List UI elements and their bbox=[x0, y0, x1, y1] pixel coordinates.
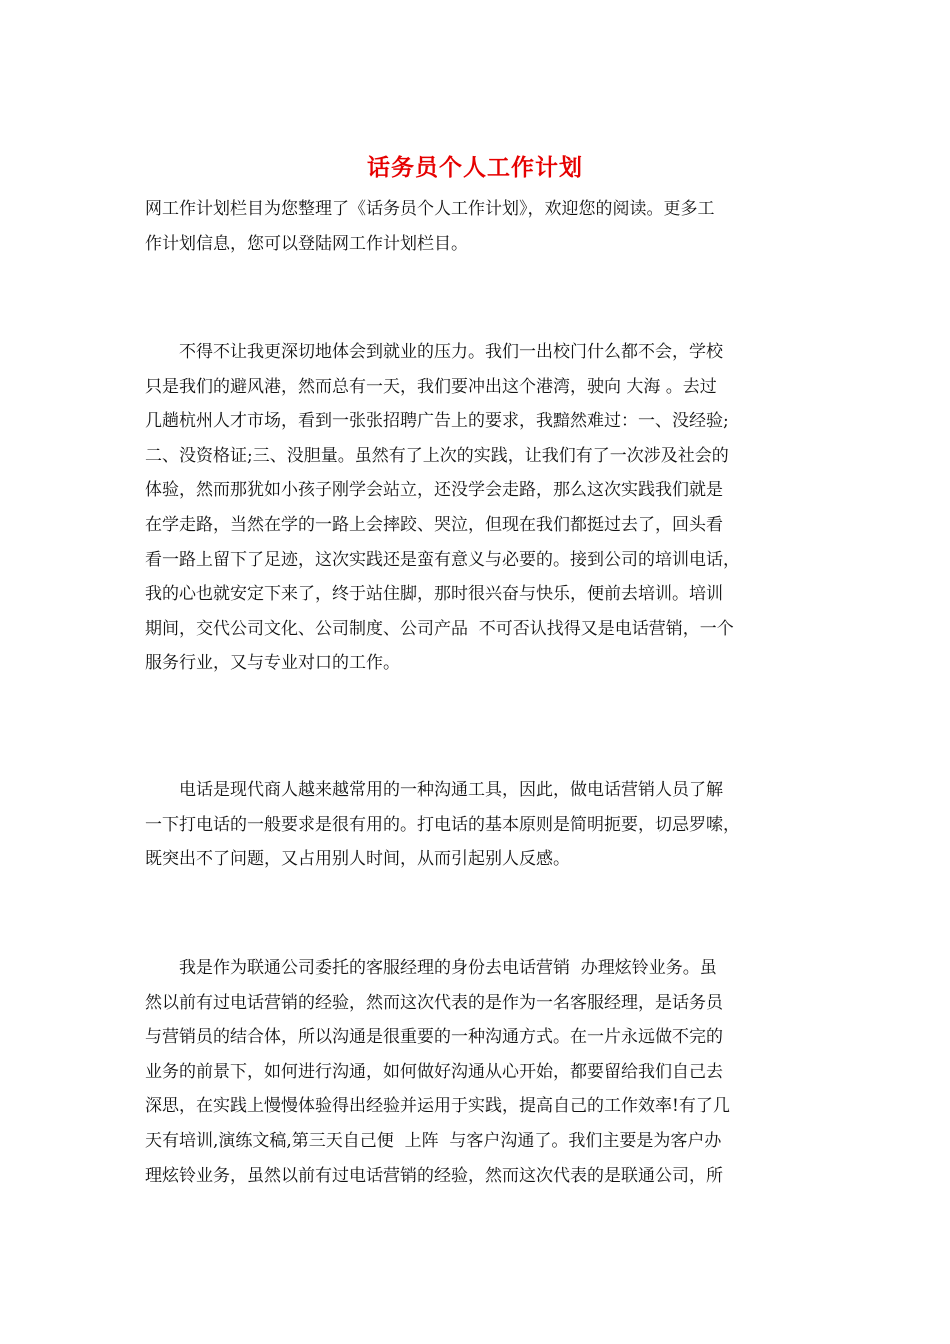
body-paragraph-1 bbox=[145, 335, 807, 681]
body-paragraph-3 bbox=[145, 951, 807, 1193]
intro-paragraph bbox=[145, 192, 807, 261]
text-line: 不得不让我更深切地体会到就业的压力。我们一出校门什么都不会，学校 bbox=[145, 342, 723, 362]
text-line: 体验，然而那犹如小孩子刚学会站立，还没学会走路，那么这次实践我们就是 bbox=[145, 480, 723, 501]
text-line: 服务行业，又与专业对口的工作。 bbox=[145, 653, 400, 674]
text-line: 我的心也就安定下来了，终于站住脚，那时很兴奋与快乐，便前去培训。培训 bbox=[145, 584, 723, 605]
text-line: 电话是现代商人越来越常用的一种沟通工具，因此，做电话营销人员了解 bbox=[145, 780, 723, 800]
text-line: 二、没资格证;三、没胆量。虽然有了上次的实践，让我们有了一次涉及社会的 bbox=[145, 445, 729, 466]
text-line: 看一路上留下了足迹，这次实践还是蛮有意义与必要的。接到公司的培训电话， bbox=[145, 549, 740, 570]
text-line: 业务的前景下，如何进行沟通，如何做好沟通从心开始，都要留给我们自己去 bbox=[145, 1061, 723, 1082]
text-line: 只是我们的避风港，然而总有一天，我们要冲出这个港湾，驶向 大海 。去过 bbox=[145, 376, 717, 397]
text-line: 深思，在实践上慢慢体验得出经验并运用于实践，提高自己的工作效率!有了几 bbox=[145, 1096, 730, 1117]
body-paragraph-2 bbox=[145, 773, 807, 877]
text-line: 天有培训,演练文稿,第三天自己便 上阵 与客户沟通了。我们主要是为客户办 bbox=[145, 1130, 722, 1151]
text-line: 几趟杭州人才市场，看到一张张招聘广告上的要求，我黯然难过：一、没经验; bbox=[145, 411, 729, 432]
text-line: 然以前有过电话营销的经验，然而这次代表的是作为一名客服经理，是话务员 bbox=[145, 992, 723, 1013]
text-line: 在学走路，当然在学的一路上会摔跤、哭泣，但现在我们都挺过去了，回头看 bbox=[145, 514, 723, 535]
text-line: 作计划信息，您可以登陆网工作计划栏目。 bbox=[145, 233, 468, 254]
text-line: 一下打电话的一般要求是很有用的。打电话的基本原则是简明扼要，切忌罗嗦， bbox=[145, 814, 740, 835]
text-line: 我是作为联通公司委托的客服经理的身份去电话营销 办理炫铃业务。虽 bbox=[145, 958, 717, 978]
text-line: 期间，交代公司文化、公司制度、公司产品 不可否认找得又是电话营销，一个 bbox=[145, 618, 734, 639]
text-line: 与营销员的结合体，所以沟通是很重要的一种沟通方式。在一片永远做不完的 bbox=[145, 1027, 723, 1048]
text-line: 网工作计划栏目为您整理了《话务员个人工作计划》，欢迎您的阅读。更多工 bbox=[145, 199, 715, 219]
document-title: 话务员个人工作计划 bbox=[367, 154, 583, 181]
text-line: 理炫铃业务，虽然以前有过电话营销的经验，然而这次代表的是联通公司，所 bbox=[145, 1165, 723, 1186]
text-line: 既突出不了问题，又占用别人时间，从而引起别人反感。 bbox=[145, 849, 570, 870]
